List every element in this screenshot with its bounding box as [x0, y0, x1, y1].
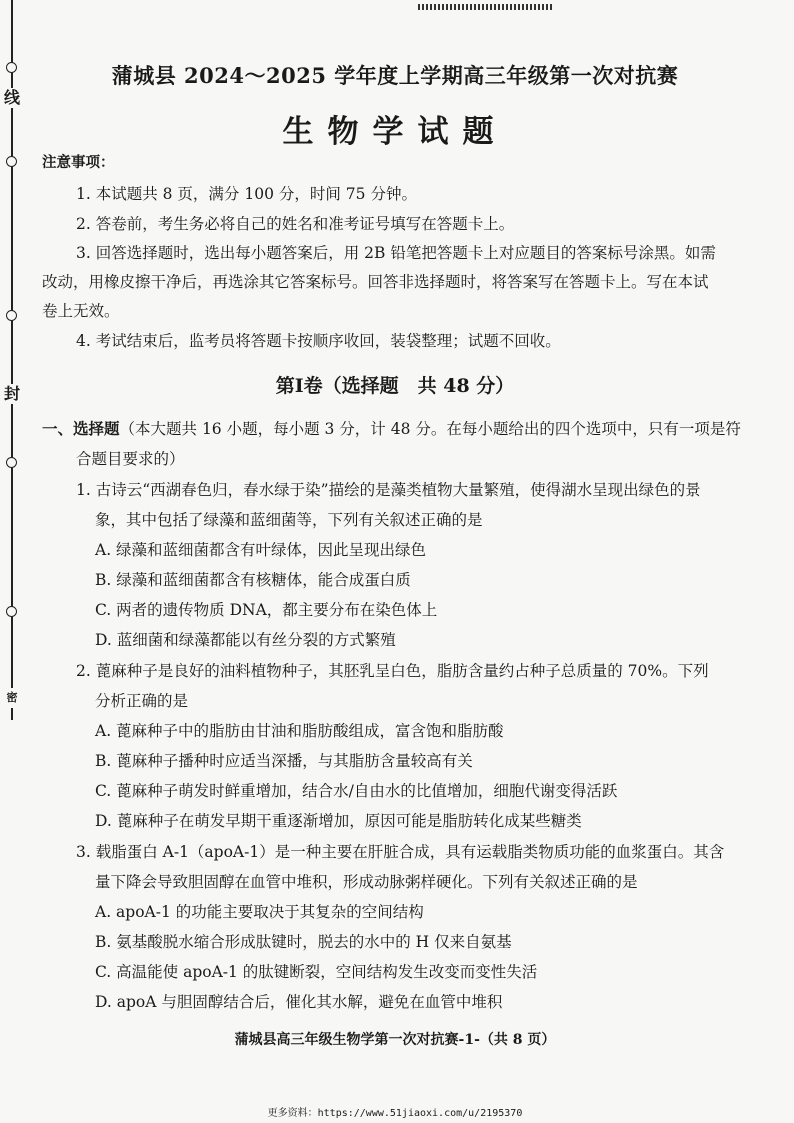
binding-hole: [6, 310, 17, 321]
question-2-stem: 2. 蓖麻种子是良好的油料植物种子，其胚乳呈白色，脂肪含量约占种子总质量的 70%。下列: [76, 662, 709, 680]
note-1: 1. 本试题共 8 页，满分 100 分，时间 75 分钟。: [76, 185, 417, 203]
binding-hole: [6, 62, 17, 73]
binding-margin: [0, 0, 30, 1123]
note-3-cont: 卷上无效。: [42, 302, 120, 320]
source-note: 更多资料：https://www.51jiaoxi.com/u/2195370: [267, 1108, 523, 1119]
part1-desc-cont: 合题目要求的）: [76, 450, 185, 468]
question-2-option-b: B. 蓖麻种子播种时应适当深播，与其脂肪含量较高有关: [95, 752, 473, 770]
question-1-option-a: A. 绿藻和蓝细菌都含有叶绿体，因此呈现出绿色: [95, 541, 427, 559]
question-1-stem-cont: 象，其中包括了绿藻和蓝细菌等，下列有关叙述正确的是: [95, 511, 483, 529]
section-heading: 第Ⅰ卷（选择题 共 48 分）: [275, 375, 515, 397]
note-2: 2. 答卷前，考生务必将自己的姓名和准考证号填写在答题卡上。: [76, 215, 515, 233]
question-3-stem-cont: 量下降会导致胆固醇在血管中堆积，形成动脉粥样硬化。下列有关叙述正确的是: [95, 873, 638, 891]
binding-label-xian: 线: [4, 88, 21, 107]
notes-heading: 注意事项：: [42, 154, 115, 171]
question-3-option-a: A. apoA-1 的功能主要取决于其复杂的空间结构: [95, 903, 424, 921]
note-3: 3. 回答选择题时，选出每小题答案后，用 2B 铅笔把答题卡上对应题目的答案标号涂黑。如需: [76, 244, 716, 262]
question-3-option-b: B. 氨基酸脱水缩合形成肽键时，脱去的水中的 H 仅来自氨基: [95, 933, 512, 951]
binding-hole: [6, 606, 17, 617]
binding-hole: [6, 156, 17, 167]
part1-intro: [42, 419, 741, 439]
part1-heading: 一、选择题: [42, 419, 120, 438]
note-3-cont: 改动，用橡皮擦干净后，再选涂其它答案标号。回答非选择题时，将答案写在答题卡上。写在本试: [42, 273, 709, 291]
binding-label-mi: 密: [4, 688, 20, 708]
page-footer: 蒲城县高三年级生物学第一次对抗赛-1-（共 8 页）: [234, 1032, 556, 1048]
exam-title: 蒲城县 2024～2025 学年度上学期高三年级第一次对抗赛: [111, 63, 679, 88]
question-2-option-a: A. 蓖麻种子中的脂肪由甘油和脂肪酸组成，富含饱和脂肪酸: [95, 722, 504, 740]
question-1-option-d: D. 蓝细菌和绿藻都能以有丝分裂的方式繁殖: [95, 631, 396, 649]
question-3-stem: 3. 载脂蛋白 A-1（apoA-1）是一种主要在肝脏合成，具有运载脂类物质功能的血浆蛋白。其含: [76, 843, 725, 861]
question-1-option-c: C. 两者的遗传物质 DNA，都主要分布在染色体上: [95, 601, 438, 619]
question-1-stem: 1. 古诗云“西湖春色归，春水绿于染”描绘的是藻类植物大量繁殖，使得湖水呈现出绿色的景: [76, 481, 701, 499]
binding-hole: [6, 457, 17, 468]
binding-label-feng: 封: [4, 384, 21, 403]
subject-title: 生物学试题: [282, 114, 508, 150]
top-scan-mark: [418, 4, 553, 10]
question-3-option-c: C. 高温能使 apoA-1 的肽键断裂，空间结构发生改变而变性失活: [95, 963, 538, 981]
question-3-option-d: D. apoA 与胆固醇结合后，催化其水解，避免在血管中堆积: [95, 993, 503, 1011]
part1-desc: （本大题共 16 小题，每小题 3 分，计 48 分。在每小题给出的四个选项中，只有一项是符: [119, 420, 741, 438]
question-2-option-d: D. 蓖麻种子在萌发早期干重逐渐增加，原因可能是脂肪转化成某些糖类: [95, 812, 582, 830]
question-2-option-c: C. 蓖麻种子萌发时鲜重增加，结合水/自由水的比值增加，细胞代谢变得活跃: [95, 782, 618, 800]
question-1-option-b: B. 绿藻和蓝细菌都含有核糖体，能合成蛋白质: [95, 571, 411, 589]
note-4: 4. 考试结束后，监考员将答题卡按顺序收回，装袋整理；试题不回收。: [76, 332, 561, 350]
question-2-stem-cont: 分析正确的是: [95, 692, 189, 710]
